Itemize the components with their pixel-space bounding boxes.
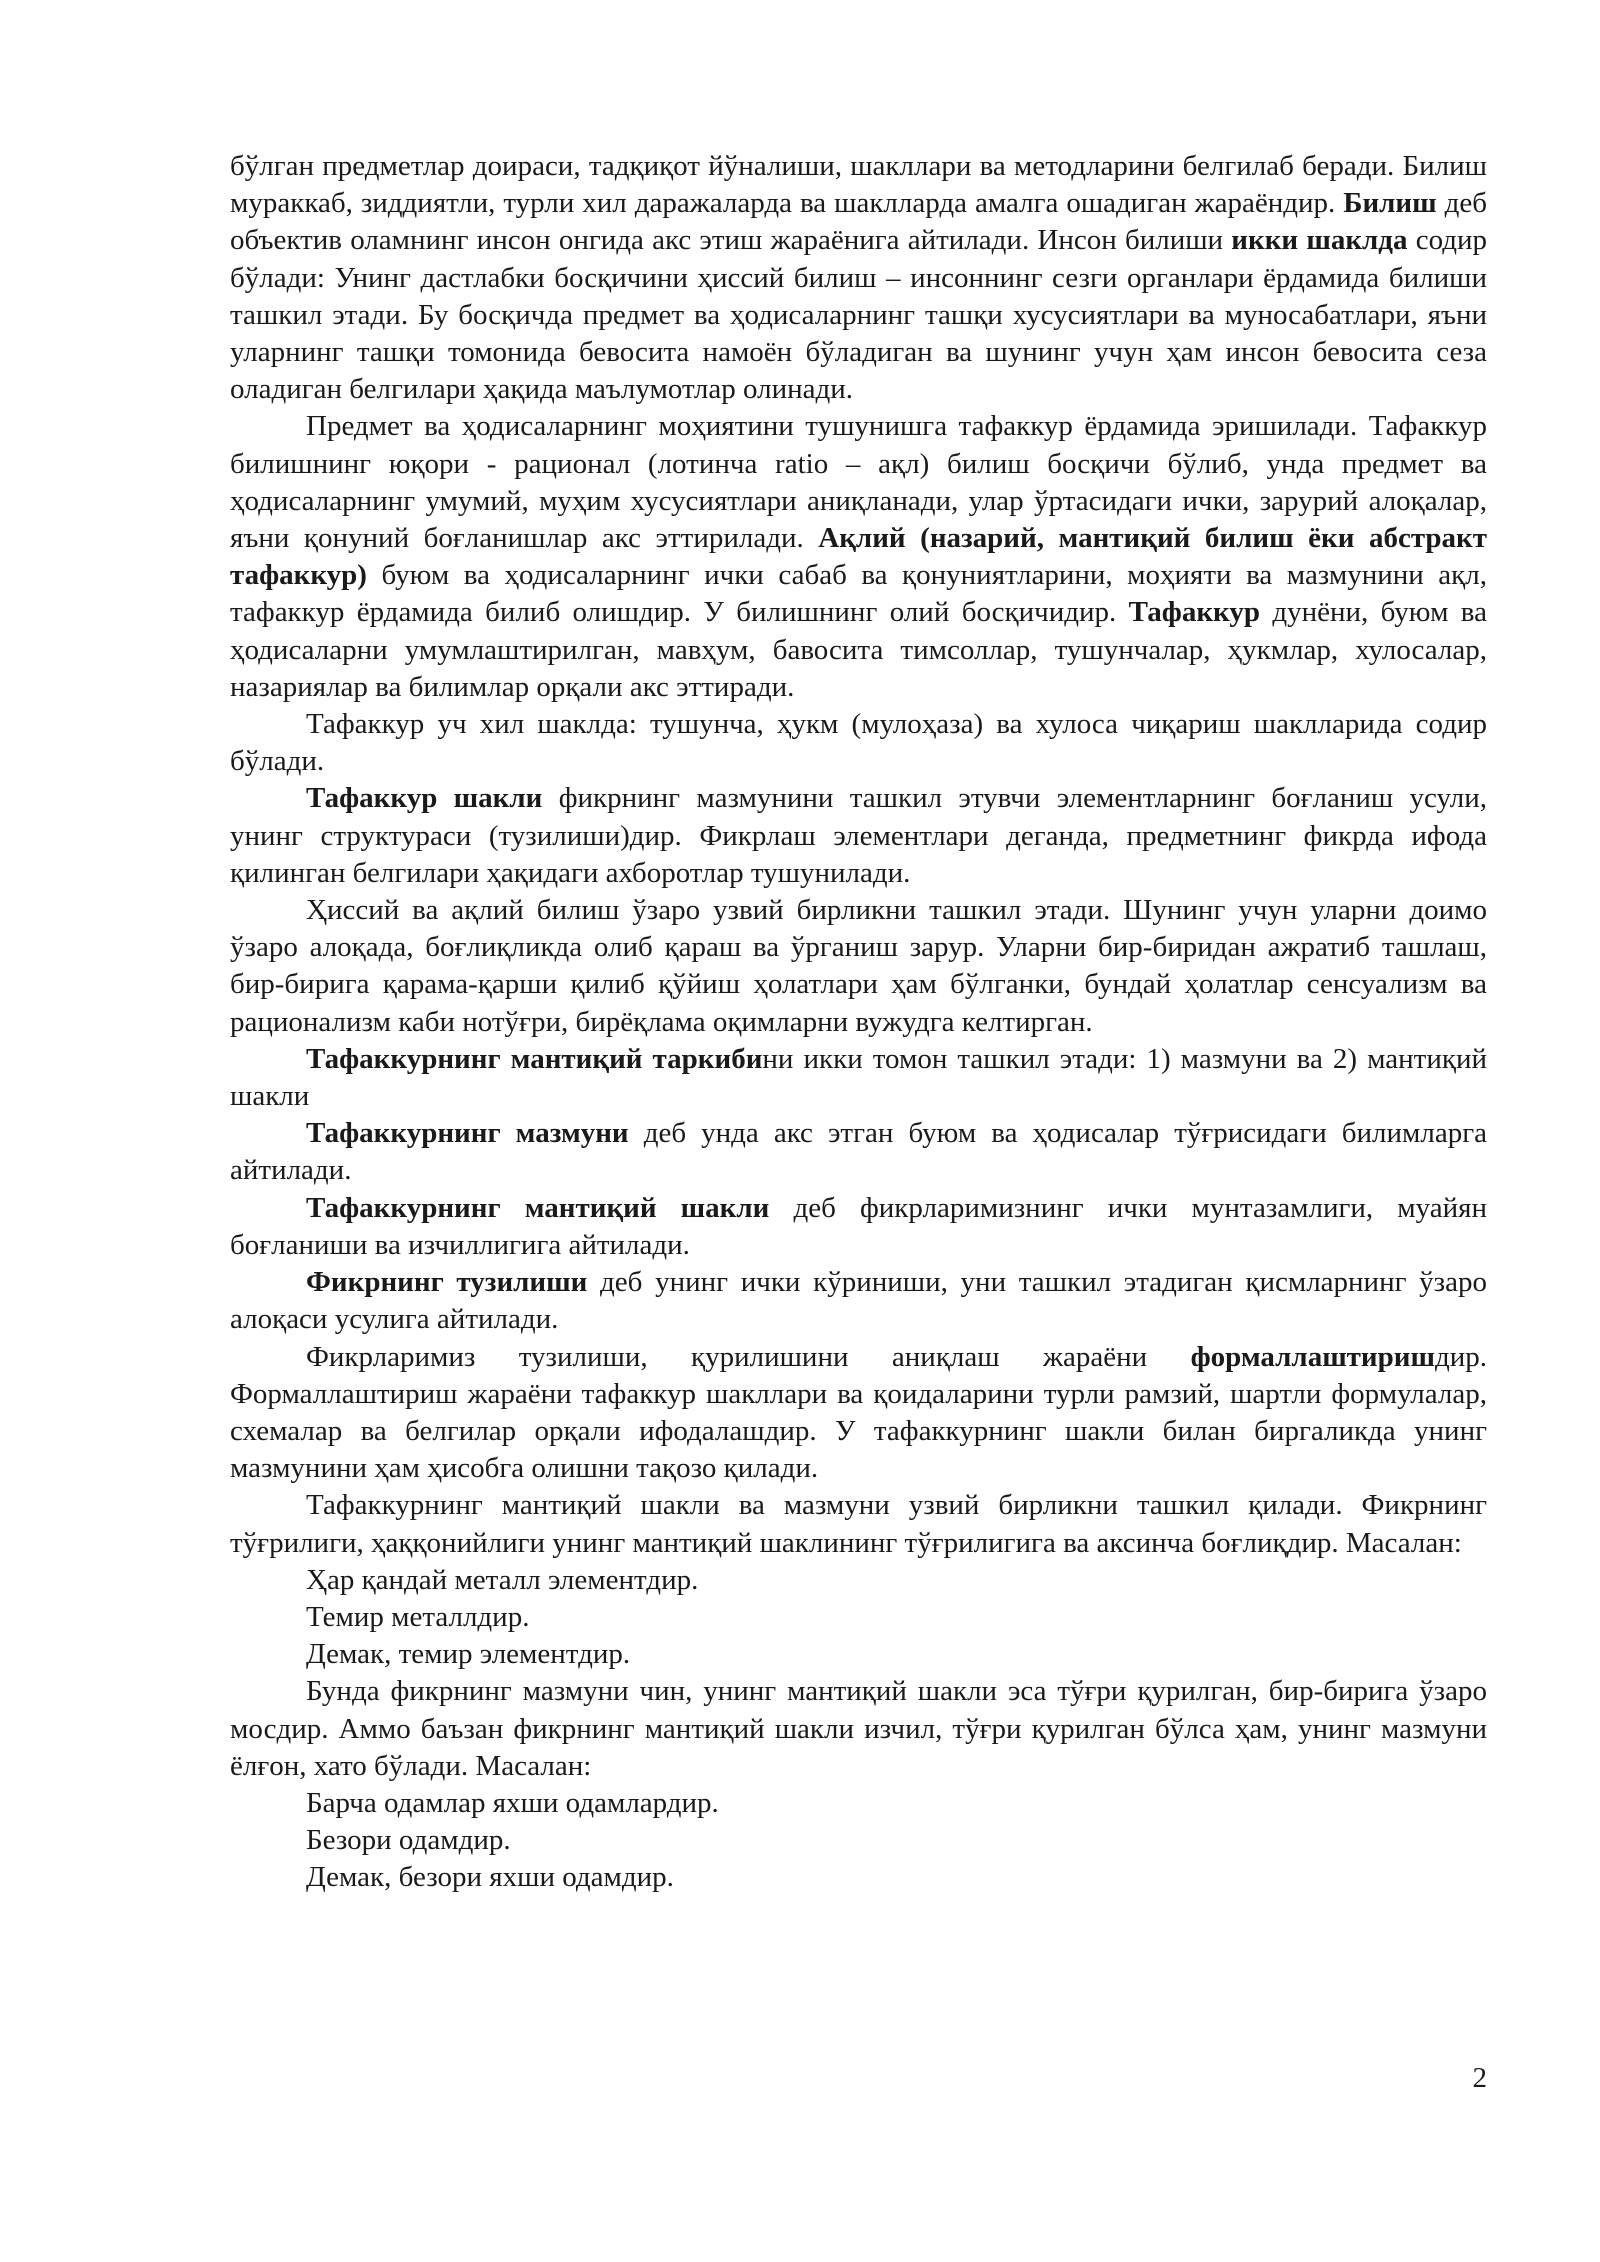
paragraph	[230, 1487, 1487, 1561]
text-run: Безори одамдир.	[306, 1824, 511, 1857]
bold-term: икки шаклда	[1231, 224, 1408, 257]
paragraph	[230, 1264, 1487, 1338]
text-run: Демак, темир элементдир.	[306, 1638, 631, 1671]
bold-term: Тафаккурнинг мантиқий шакли	[306, 1191, 770, 1224]
bold-term: Билиш	[1343, 187, 1437, 220]
paragraph	[230, 1115, 1487, 1189]
text-run: Барча одамлар яхши одамлардир.	[306, 1786, 719, 1819]
text-run: Ҳар қандай металл элементдир.	[306, 1563, 699, 1596]
paragraph	[230, 408, 1487, 706]
bold-term: формаллаштириш	[1190, 1340, 1435, 1373]
text-run: ни икки томон ташкил этади: 1) мазмуни ва 2) мантиқий шакли	[230, 1042, 1487, 1113]
example-line	[230, 1636, 1487, 1673]
paragraph	[230, 1190, 1487, 1264]
text-run: Тафаккур уч хил шаклда: тушунча, ҳукм (мулоҳаза) ва хулоса чиқариш шаклларида содир бўлади.	[230, 708, 1487, 778]
text-run: Бунда фикрнинг мазмуни чин, унинг мантиқий шакли эса тўғри қурилган, бир-бирига ўзаро мосдир. Аммо баъзан фикрнинг мантиқий шакли изчил, тўғри қурилган бўлса ҳам, унинг мазмуни ёлғон, хато бўлади. Масалан:	[230, 1675, 1487, 1782]
text-run: деб объектив оламнинг инсон онгида акс этиш жараёнига айтилади. Инсон билиши	[230, 187, 1487, 257]
text-run: дунёни, буюм ва ҳодисаларни умумлаштирилган, мавҳум, бавосита тимсоллар, тушунчалар, ҳукмлар, хулосалар, назариялар ва билимлар орқали акс эттиради.	[230, 596, 1487, 703]
paragraph	[230, 1339, 1487, 1488]
paragraph	[230, 1673, 1487, 1785]
bold-term: Фикрнинг тузилиши	[306, 1266, 588, 1299]
text-run: Демак, безори яхши одамдир.	[306, 1861, 674, 1894]
text-run: дир. Формаллаштириш жараёни тафаккур шакллари ва қоидаларини турли рамзий, шартли формулалар, схемалар ва белгилар орқали ифодалашдир. У тафаккурнинг шакли билан биргаликда унинг мазмунини ҳам ҳисобга олишни тақозо қилади.	[230, 1340, 1487, 1485]
text-run: Фикрларимиз тузилиши, қурилишини аниқлаш жараёни	[306, 1340, 1191, 1373]
bold-term: Тафаккурнинг мантиқий таркиби	[306, 1042, 763, 1075]
text-run: Темир металлдир.	[306, 1600, 530, 1633]
text-run: буюм ва ҳодисаларнинг ички сабаб ва қонуниятларини, моҳияти ва мазмунини ақл, тафаккур ёрдамида билиб олишдир. У билишнинг олий босқичидир.	[230, 559, 1487, 629]
text-run: деб фикрларимизнинг ички мунтазамлиги, муайян боғланиши ва изчиллигига айтилади.	[230, 1191, 1487, 1261]
example-line	[230, 1859, 1487, 1896]
bold-term: Тафаккур шакли	[306, 782, 543, 815]
example-line	[230, 1599, 1487, 1636]
bold-term: Тафаккур	[1128, 596, 1260, 629]
example-line	[230, 1562, 1487, 1599]
text-run: бўлган предметлар доираси, тадқиқот йўналиши, шакллари ва методларини белгилаб беради. Билиш мураккаб, зиддиятли, турли хил даражаларда ва шаклларда амалга ошадиган жараёндир.	[230, 150, 1487, 220]
text-run: Ҳиссий ва ақлий билиш ўзаро узвий бирликни ташкил этади. Шунинг учун уларни доимо ўзаро алоқада, боғлиқликда олиб қараш ва ўрганиш зарур. Уларни бир-биридан ажратиб ташлаш, бир-бирига қарама-қарши қилиб қўйиш ҳолатлари ҳам бўлганки, бундай ҳолатлар сенсуализм ва рационализм каби нотўғри, бирёқлама оқимларни вужудга келтирган.	[230, 894, 1487, 1038]
paragraph	[230, 148, 1487, 408]
bold-term: Ақлий (назарий, мантиқий билиш ёки абстракт тафаккур)	[230, 522, 1488, 592]
paragraph	[230, 1041, 1487, 1115]
text-run: Тафаккурнинг мантиқий шакли ва мазмуни узвий бирликни ташкил қилади. Фикрнинг тўғрилиги, ҳаққонийлиги унинг мантиқий шаклининг тўғрилигига ва аксинча боғлиқдир. Масалан:	[230, 1489, 1487, 1559]
bold-term: Тафаккурнинг мазмуни	[306, 1117, 629, 1150]
text-run: содир бўлади: Унинг дастлабки босқичини ҳиссий билиш – инсоннинг сезги органлари ёрдамида билиши ташкил этади. Бу босқичда предмет ва ҳодисаларнинг ташқи хусусиятлари ва муносабатлари, яъни уларнинг ташқи томонида бевосита намоён бўладиган ва шунинг учун ҳам инсон бевосита сеза оладиган белгилари ҳақида маълумотлар олинади.	[230, 224, 1488, 406]
paragraph	[230, 706, 1487, 780]
page-number: 2	[1472, 2062, 1487, 2094]
example-line	[230, 1785, 1487, 1822]
text-run: фикрнинг мазмунини ташкил этувчи элементларнинг боғланиш усули, унинг структураси (тузилиши)дир. Фикрлаш элементлари деганда, предметнинг фикрда ифода қилинган белгилари ҳақидаги ахборотлар тушунилади.	[230, 782, 1488, 889]
document-body	[230, 148, 1487, 1897]
text-run: деб унинг ички кўриниши, уни ташкил этадиган қисмларнинг ўзаро алоқаси усулига айтилади.	[230, 1266, 1487, 1336]
example-line	[230, 1822, 1487, 1859]
text-run: деб унда акс этган буюм ва ҳодисалар тўғрисидаги билимларга айтилади.	[230, 1117, 1487, 1187]
paragraph	[230, 780, 1487, 892]
paragraph	[230, 892, 1487, 1041]
text-run: Предмет ва ҳодисаларнинг моҳиятини тушунишга тафаккур ёрдамида эришилади. Тафаккур билишнинг юқори - рационал (лотинча ratio – ақл) билиш босқичи бўлиб, унда предмет ва ҳодисаларнинг умумий, муҳим хусусиятлари аниқланади, улар ўртасидаги ички, зарурий алоқалар, яъни қонуний боғланишлар акс эттирилади.	[230, 410, 1487, 555]
